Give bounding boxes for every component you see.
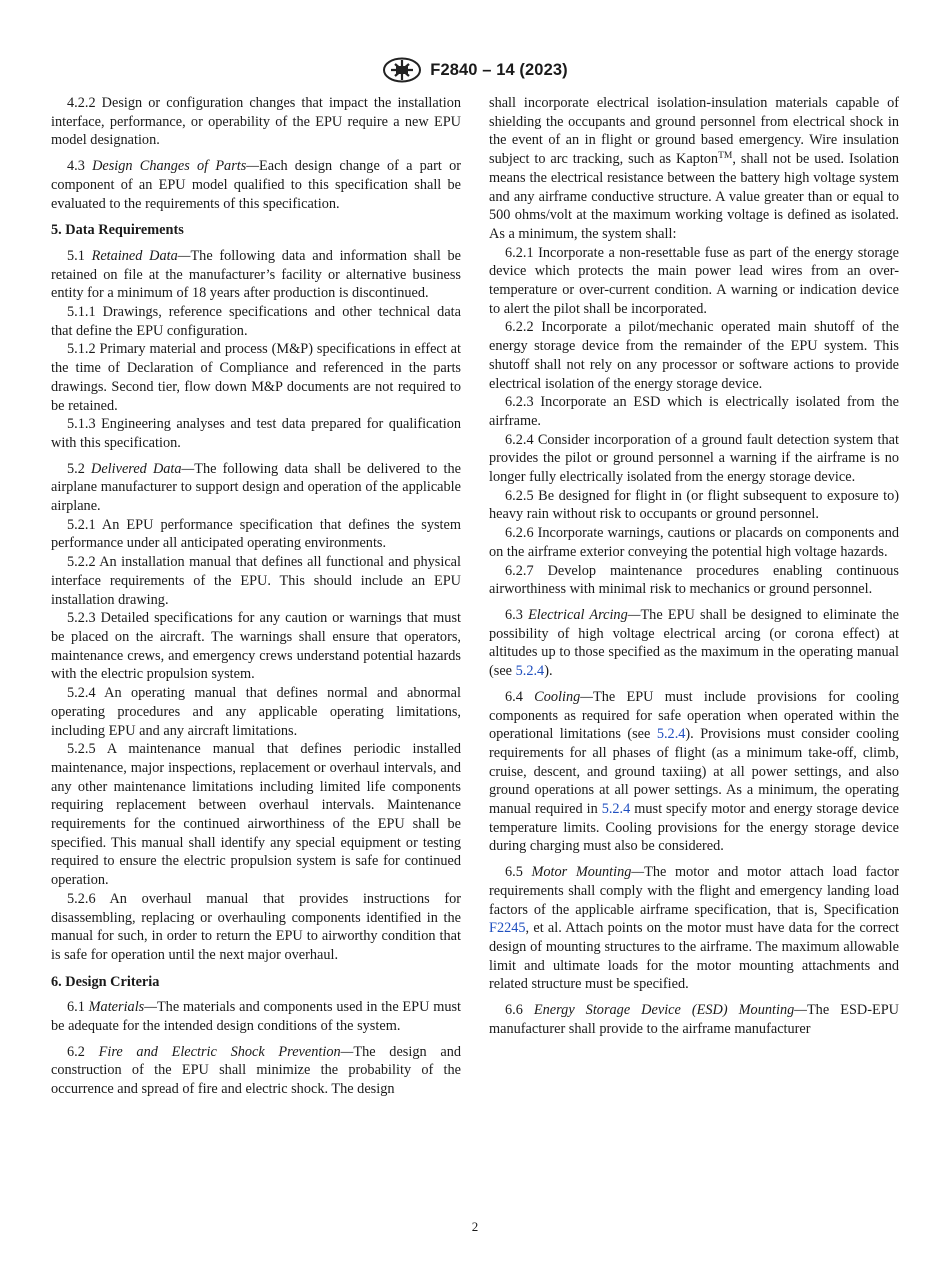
para-5-1-2: 5.1.2 Primary material and process (M&P) specifications in effect at the time of Declaration of Compliance and referenced in the parts drawings. Second tier, flow down M&P documents are not required to be retained. [51, 341, 461, 414]
para-4-3: 4.3 Design Changes of Parts—Each design change of a part or component of an EPU model qualified to this specification shall be evaluated to the requirements of this specification. [51, 158, 461, 212]
para-5-2: 5.2 Delivered Data—The following data shall be delivered to the airplane manufacturer to support design and operation of the applicable airplane. [51, 460, 461, 515]
para-6-6: 6.6 Energy Storage Device (ESD) Mounting—The ESD-EPU manufacturer shall provide to the airframe manufacturer [489, 1002, 899, 1037]
para-6-2-continued: shall incorporate electrical isolation-insulation materials capable of shielding the occupants and ground personnel from electrical shock in the event of an in flight or ground based emergency. Wire insulation subject to arc tracking, such as Kapton™, shall not be used. Isolation means the electrical resistance between the battery high voltage system and any airframe conductive structure. A value greater than or equal to 500 ohms/volt at the maximum working voltage is defined as isolated. As a minimum, the system shall: [489, 95, 899, 242]
para-6-2-2: 6.2.2 Incorporate a pilot/mechanic operated main shutoff of the energy storage device from the remainder of the EPU system. This shutoff shall not rely on any processor or software actions to provide electrical isolation of the energy storage device. [489, 319, 899, 392]
para-4-2-2: 4.2.2 Design or configuration changes that impact the installation interface, performance, or operability of the EPU require a new EPU model designation. [51, 95, 461, 149]
link-5-2-4[interactable]: 5.2.4 [601, 801, 631, 818]
page-header [0, 55, 950, 85]
para-6-2-1: 6.2.1 Incorporate a non-resettable fuse as part of the energy storage device which protects the main power lead wires from an over-temperature or over-current condition. A warning or indication device to alert the pilot shall be incorporated. [489, 244, 899, 317]
para-5-2-3: 5.2.3 Detailed specifications for any caution or warnings that must be placed on the aircraft. The warnings shall ensure that operators, maintenance crews, and emergency crews understand potential hazards with the electric propulsion system. [51, 610, 461, 683]
right-column [489, 94, 899, 1045]
left-column [51, 94, 461, 1106]
section-6-heading: 6. Design Criteria [51, 973, 160, 990]
para-6-2-7: 6.2.7 Develop maintenance procedures enabling continuous airworthiness with minimal risk to mechanics or ground personnel. [489, 562, 899, 598]
para-6-5: 6.5 Motor Mounting—The motor and motor attach load factor requirements shall comply with the flight and emergency landing load factors of the applicable airframe specification, that is, Specification F2245, et al. Attach points on the motor must have data for the correct design of mounting structures to the airframe. The maximum allowable limit and ultimate loads for the motor mounting attachments and related structure must be specified. [489, 864, 899, 993]
para-5-2-2: 5.2.2 An installation manual that defines all functional and physical interface requirements of the EPU. This should include an EPU installation drawing. [51, 554, 461, 608]
para-5-2-5: 5.2.5 A maintenance manual that defines periodic installed maintenance, major inspections, replacement or overhaul intervals, and any other maintenance limitations including limited life components requiring replacement between overhaul intervals. Maintenance requirements for the continued airworthiness of the EPU shall be specified. This manual shall identify any special equipment or testing required to ensure the electric propulsion system is safe for continued operation. [51, 741, 461, 889]
link-f2245[interactable]: F2245 [489, 920, 526, 937]
para-6-2-6: 6.2.6 Incorporate warnings, cautions or placards on components and on the airframe exterior conveying the potential high voltage hazards. [489, 525, 899, 560]
para-5-1-1: 5.1.1 Drawings, reference specifications and other technical data that define the EPU configuration. [51, 304, 461, 339]
para-6-2: 6.2 Fire and Electric Shock Prevention—The design and construction of the EPU shall minimize the probability of the occurrence and spread of fire and electric shock. The design [51, 1043, 461, 1098]
para-6-1: 6.1 Materials—The materials and components used in the EPU must be adequate for the intended design conditions of the system. [51, 999, 461, 1035]
para-5-2-6: 5.2.6 An overhaul manual that provides instructions for disassembling, replacing or overhauling components identified in the manual for such, in order to return the EPU to airworthy condition that is safe for operation until the next major overhaul. [51, 890, 461, 963]
para-6-4: 6.4 Cooling—The EPU must include provisions for cooling components as required for safe operation when operated within the operational limitations (see 5.2.4). Provisions must consider cooling requirements for all phases of flight (as a minimum take-off, climb, cruise, descent, and ground taxiing) at all power settings, and also ground operations at all power settings. As a minimum, the operating manual required in 5.2.4 must specify motor and energy storage device temperature limits. Cooling provisions for the energy storage device during charging must also be considered. [489, 688, 900, 855]
para-5-1-3: 5.1.3 Engineering analyses and test data prepared for qualification with this specification. [51, 416, 461, 451]
link-5-2-4[interactable]: 5.2.4 [515, 663, 545, 680]
link-5-2-4[interactable]: 5.2.4 [656, 726, 686, 743]
astm-logo-icon [382, 57, 422, 83]
para-5-2-4: 5.2.4 An operating manual that defines normal and abnormal operating procedures and any applicable operating limitations, including EPU and any aircraft limitations. [51, 685, 461, 739]
para-6-3: 6.3 Electrical Arcing—The EPU shall be designed to eliminate the possibility of high voltage electrical arcing (or corona effect) at altitudes up to those specified as the maximum in the operating manual (see 5.2.4). [489, 606, 900, 680]
para-5-2-1: 5.2.1 An EPU performance specification that defines the system performance under all anticipated operating environments. [51, 516, 461, 552]
document-id: F2840 – 14 (2023) [430, 60, 568, 79]
section-5-heading: 5. Data Requirements [51, 222, 184, 239]
page-number: 2 [471, 1219, 479, 1234]
para-5-1: 5.1 Retained Data—The following data and information shall be retained on file at the manufacturer’s facility or alternative business entity for a minimum of 18 years after production is discontinued. [51, 247, 461, 302]
para-6-2-3: 6.2.3 Incorporate an ESD which is electrically isolated from the airframe. [489, 394, 899, 429]
para-6-2-4: 6.2.4 Consider incorporation of a ground fault detection system that provides the pilot or ground personnel a warning if the airframe is no longer fully electrically isolated from the energy storage device. [489, 431, 899, 486]
para-6-2-5: 6.2.5 Be designed for flight in (or flight subsequent to exposure to) heavy rain without risk to occupants or ground personnel. [489, 487, 899, 523]
